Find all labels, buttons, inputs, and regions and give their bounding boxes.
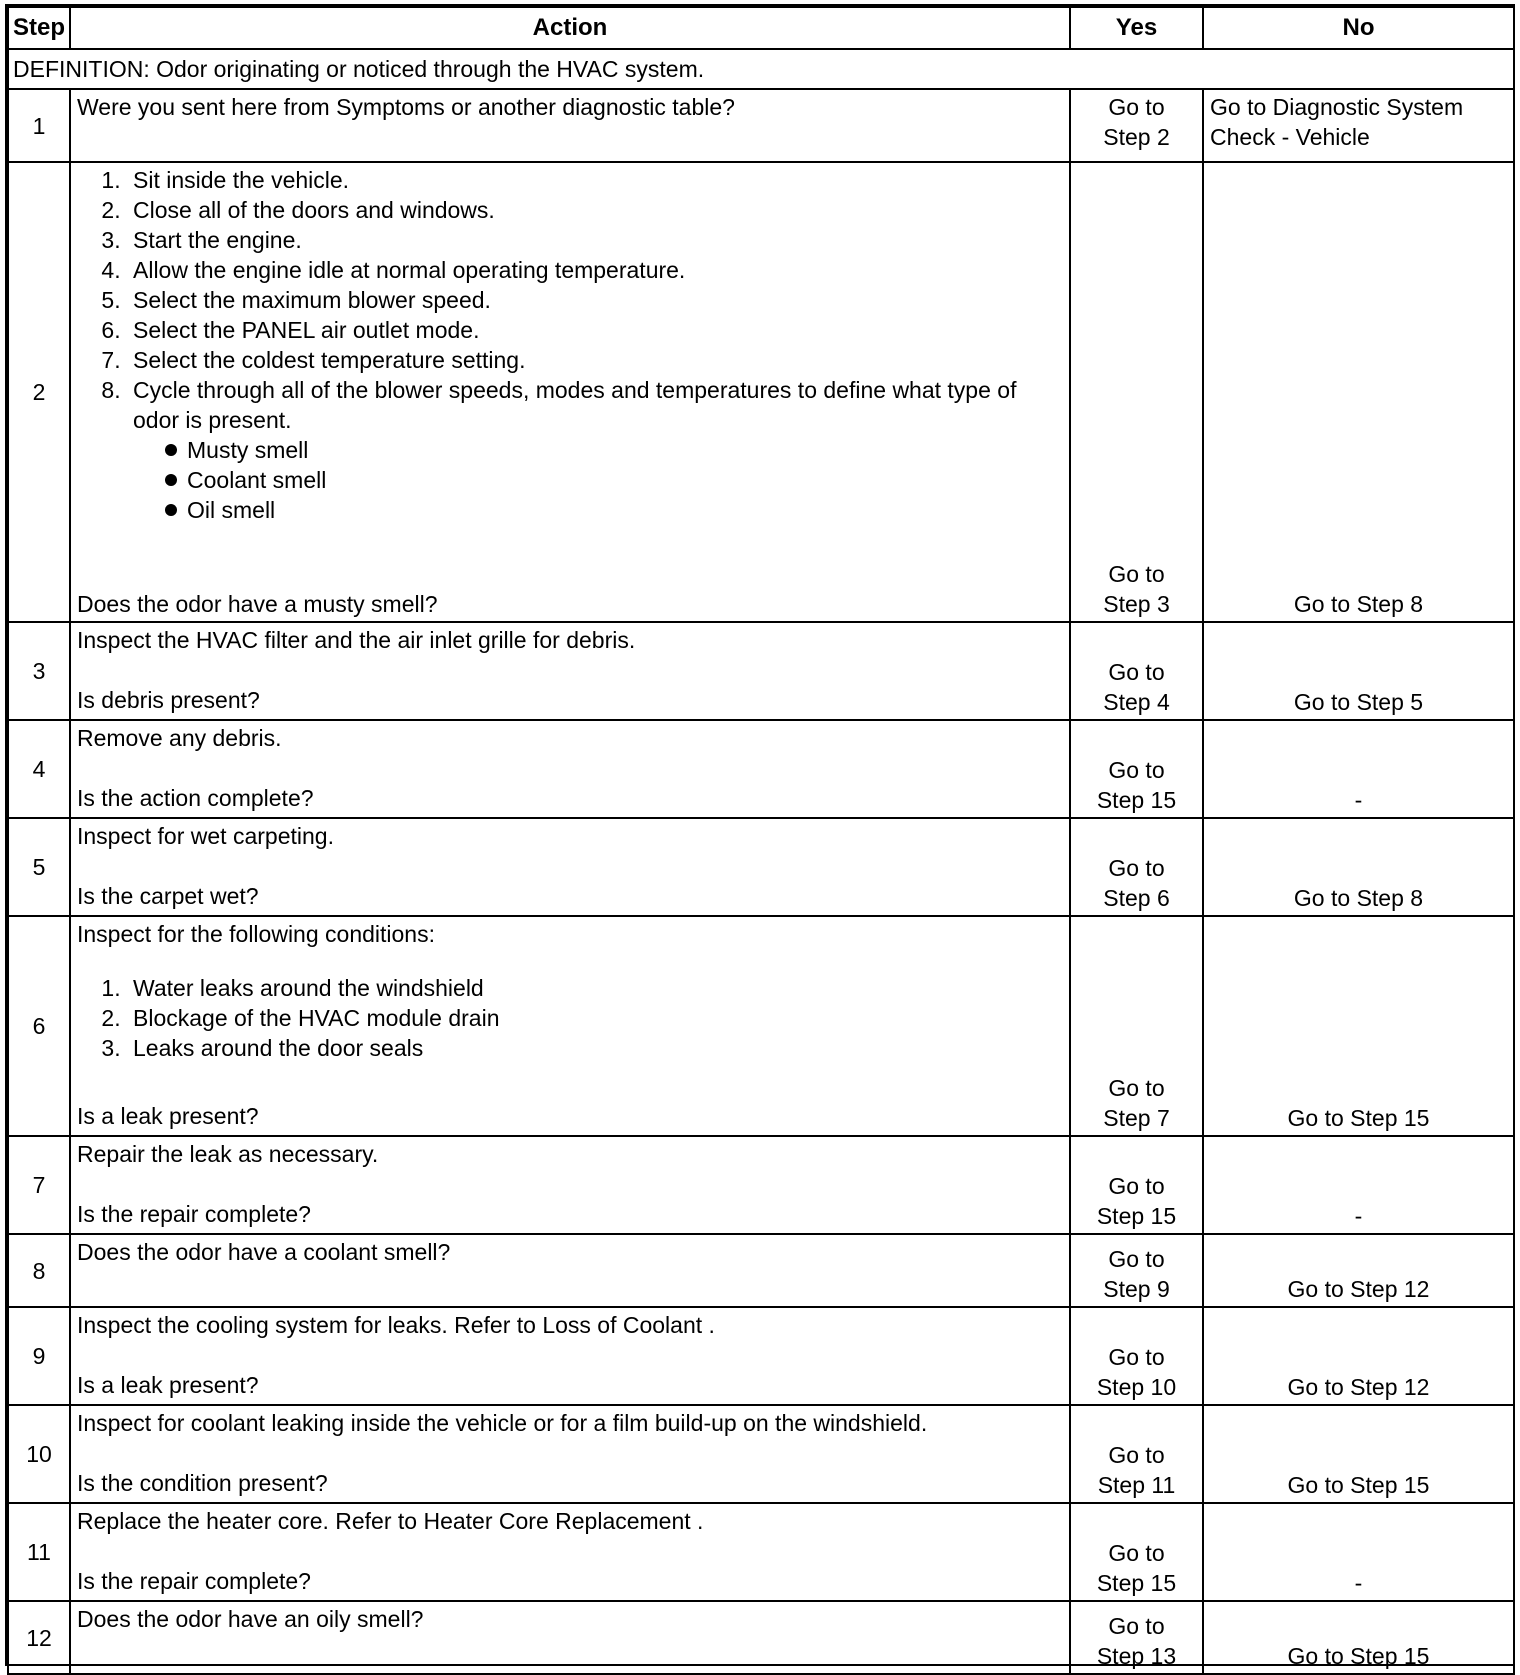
- table-row: [8, 916, 1514, 1136]
- action-cell: [70, 1307, 1070, 1405]
- action-text: Inspect for coolant leaking inside the vehicle or for a film build-up on the windshield.: [77, 1410, 928, 1436]
- no-cell: Go to Step 15: [1203, 1601, 1514, 1674]
- yes-cell: Go to Step 2: [1070, 89, 1203, 162]
- no-cell: -: [1203, 720, 1514, 818]
- action-text: Replace the heater core. Refer to Heater Core Replacement .: [77, 1508, 704, 1534]
- action-text: Does the odor have an oily smell?: [77, 1606, 424, 1632]
- step-number: 2: [8, 162, 70, 622]
- list-item: 2. Close all of the doors and windows.: [127, 195, 1063, 225]
- yes-cell: Go to Step 15: [1070, 1503, 1203, 1601]
- action-cell: [70, 1136, 1070, 1234]
- list-item: 2. Blockage of the HVAC module drain: [127, 1003, 1063, 1033]
- question-text: Is the repair complete?: [77, 1201, 311, 1227]
- table-row: [8, 1601, 1514, 1674]
- list-item: 4. Allow the engine idle at normal operating temperature.: [127, 255, 1063, 285]
- step-number: 10: [8, 1405, 70, 1503]
- no-cell: Go to Step 12: [1203, 1234, 1514, 1307]
- action-text: Does the odor have a coolant smell?: [77, 1239, 451, 1265]
- action-text: Inspect for the following conditions:: [77, 921, 435, 947]
- header-no: No: [1203, 7, 1514, 49]
- step-number: 9: [8, 1307, 70, 1405]
- question-text: Is the carpet wet?: [77, 883, 259, 909]
- yes-cell: Go to Step 3: [1070, 162, 1203, 622]
- action-text: Were you sent here from Symptoms or another diagnostic table?: [77, 94, 735, 120]
- no-cell: Go to Step 15: [1203, 1405, 1514, 1503]
- no-cell: Go to Diagnostic System Check - Vehicle: [1203, 89, 1514, 162]
- action-text: Inspect the cooling system for leaks. Refer to Loss of Coolant .: [77, 1312, 715, 1338]
- bullet-item: Oil smell: [173, 495, 1063, 525]
- table-row: [8, 622, 1514, 720]
- table-row: [8, 162, 1514, 622]
- list-item: 3. Leaks around the door seals: [127, 1033, 1063, 1063]
- procedure-list: [77, 165, 1063, 525]
- no-cell: Go to Step 15: [1203, 916, 1514, 1136]
- table-row: [8, 818, 1514, 916]
- table-row: [8, 89, 1514, 162]
- action-cell: [70, 1234, 1070, 1307]
- yes-cell: Go to Step 13: [1070, 1601, 1203, 1674]
- list-item: 7. Select the coldest temperature setting.: [127, 345, 1063, 375]
- list-item: 6. Select the PANEL air outlet mode.: [127, 315, 1063, 345]
- question-text: Is debris present?: [77, 687, 260, 713]
- yes-cell: Go to Step 11: [1070, 1405, 1203, 1503]
- action-cell: [70, 916, 1070, 1136]
- bullet-item: Coolant smell: [173, 465, 1063, 495]
- action-cell: [70, 1601, 1070, 1674]
- step-number: 4: [8, 720, 70, 818]
- step-number: 11: [8, 1503, 70, 1601]
- no-cell: -: [1203, 1136, 1514, 1234]
- list-item: 5. Select the maximum blower speed.: [127, 285, 1063, 315]
- step-number: 3: [8, 622, 70, 720]
- no-cell: Go to Step 12: [1203, 1307, 1514, 1405]
- action-cell: [70, 622, 1070, 720]
- header-row: [8, 7, 1514, 49]
- list-item: 1. Water leaks around the windshield: [127, 973, 1063, 1003]
- list-item: 3. Start the engine.: [127, 225, 1063, 255]
- odor-types-list: [133, 435, 1063, 525]
- definition-row: [8, 49, 1514, 89]
- no-cell: Go to Step 8: [1203, 162, 1514, 622]
- no-cell: -: [1203, 1503, 1514, 1601]
- question-text: Is the repair complete?: [77, 1568, 311, 1594]
- list-item: [127, 375, 1063, 525]
- step-number: 1: [8, 89, 70, 162]
- action-cell: [70, 720, 1070, 818]
- action-cell: [70, 818, 1070, 916]
- action-cell: [70, 1405, 1070, 1503]
- yes-cell: Go to Step 4: [1070, 622, 1203, 720]
- header-step: Step: [8, 7, 70, 49]
- table-row: [8, 1503, 1514, 1601]
- header-action: Action: [70, 7, 1070, 49]
- no-cell: Go to Step 8: [1203, 818, 1514, 916]
- step-number: 7: [8, 1136, 70, 1234]
- yes-cell: Go to Step 7: [1070, 916, 1203, 1136]
- action-cell: [70, 89, 1070, 162]
- step-number: 5: [8, 818, 70, 916]
- table-row: [8, 1136, 1514, 1234]
- yes-cell: Go to Step 10: [1070, 1307, 1203, 1405]
- action-cell: [70, 1503, 1070, 1601]
- action-cell: [70, 162, 1070, 622]
- bullet-item: Musty smell: [173, 435, 1063, 465]
- list-item-text: Cycle through all of the blower speeds, modes and temperatures to define what type of odor is present.: [133, 377, 1017, 433]
- action-text: Repair the leak as necessary.: [77, 1141, 379, 1167]
- diagnostic-table: [7, 6, 1515, 1675]
- definition-text: DEFINITION: Odor originating or noticed through the HVAC system.: [8, 49, 1514, 89]
- question-text: Is the condition present?: [77, 1470, 328, 1496]
- action-text: Remove any debris.: [77, 725, 282, 751]
- header-yes: Yes: [1070, 7, 1203, 49]
- action-text: Inspect for wet carpeting.: [77, 823, 334, 849]
- question-text: Is a leak present?: [77, 1103, 259, 1129]
- no-cell: Go to Step 5: [1203, 622, 1514, 720]
- yes-cell: Go to Step 15: [1070, 1136, 1203, 1234]
- yes-cell: Go to Step 9: [1070, 1234, 1203, 1307]
- yes-cell: Go to Step 15: [1070, 720, 1203, 818]
- step-number: 6: [8, 916, 70, 1136]
- question-text: Does the odor have a musty smell?: [77, 591, 438, 617]
- question-text: Is the action complete?: [77, 785, 314, 811]
- list-item: 1. Sit inside the vehicle.: [127, 165, 1063, 195]
- step-number: 12: [8, 1601, 70, 1674]
- step-number: 8: [8, 1234, 70, 1307]
- conditions-list: [77, 973, 1063, 1063]
- table-row: [8, 720, 1514, 818]
- action-text: Inspect the HVAC filter and the air inlet grille for debris.: [77, 627, 636, 653]
- yes-cell: Go to Step 6: [1070, 818, 1203, 916]
- question-text: Is a leak present?: [77, 1372, 259, 1398]
- table-row: [8, 1234, 1514, 1307]
- table-row: [8, 1307, 1514, 1405]
- table-row: [8, 1405, 1514, 1503]
